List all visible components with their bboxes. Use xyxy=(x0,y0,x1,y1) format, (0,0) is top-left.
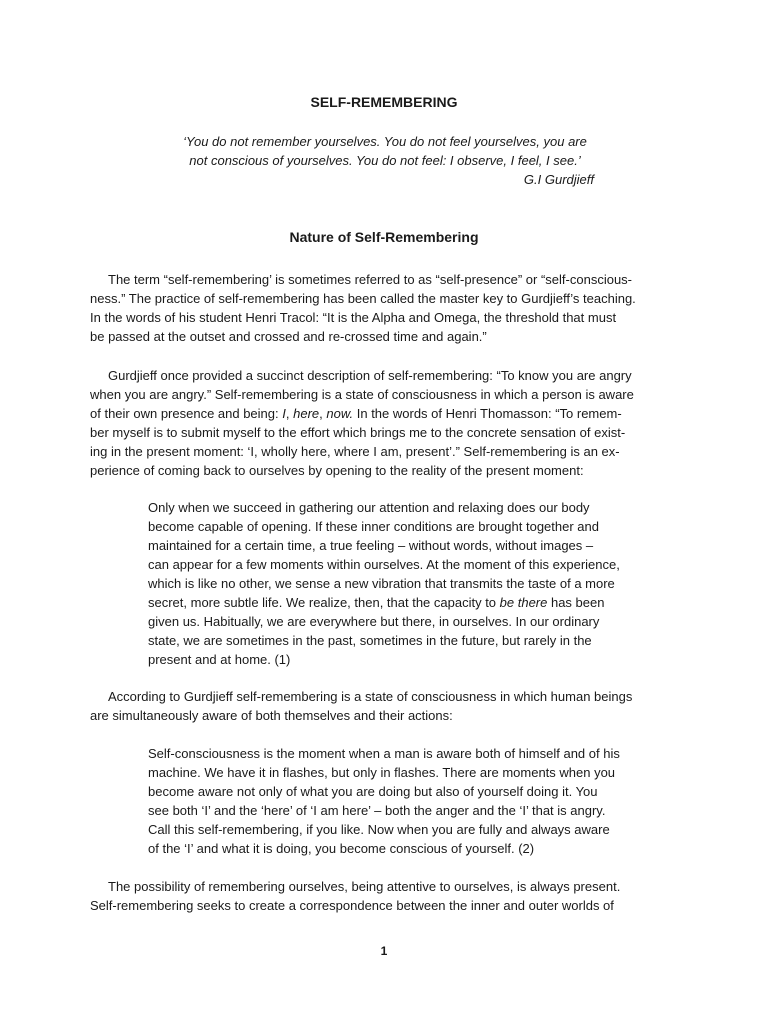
quote-line: Call this self-remembering, if you like. Now when you are fully and always aware xyxy=(148,822,610,837)
paragraph-line: are simultaneously aware of both themselves and their actions: xyxy=(90,708,453,723)
block-quote-1 xyxy=(148,498,648,669)
quote-line: machine. We have it in flashes, but only in flashes. There are moments when you xyxy=(148,765,616,780)
epigraph-line: not conscious of yourselves. You do not feel: I observe, I feel, I see.’ xyxy=(189,153,581,168)
emphasis-text: be there xyxy=(499,595,548,610)
epigraph-author: G.I Gurdjieff xyxy=(523,172,594,187)
paragraph-line: The possibility of remembering ourselves, being attentive to ourselves, is always present. xyxy=(108,879,621,894)
quote-line: maintained for a certain time, a true feeling – without words, without images – xyxy=(148,538,594,553)
text-run: , xyxy=(319,406,327,421)
paragraph-line: ness.” The practice of self-remembering has been called the master key to Gurdjieff’s teaching. xyxy=(90,291,636,306)
quote-line: which is like no other, we sense a new vibration that transmits the taste of a more xyxy=(148,576,615,591)
paragraph-line: when you are angry.” Self-remembering is a state of consciousness in which a person is aware xyxy=(90,387,634,402)
paragraph-line: According to Gurdjieff self-remembering is a state of consciousness in which human beings xyxy=(108,689,633,704)
paragraph-line: ber myself is to submit myself to the effort which brings me to the concrete sensation of exist- xyxy=(90,425,626,440)
quote-line: become capable of opening. If these inner conditions are brought together and xyxy=(148,519,599,534)
text-run: secret, more subtle life. We realize, then, that the capacity to xyxy=(148,595,500,610)
emphasis-text: I xyxy=(282,406,286,421)
quote-line xyxy=(148,593,648,612)
page-number: 1 xyxy=(380,944,388,958)
quote-line: Only when we succeed in gathering our attention and relaxing does our body xyxy=(148,500,590,515)
paragraph-line: ing in the present moment: ‘I, wholly here, where I am, present’.” Self-remembering is an ex- xyxy=(90,444,620,459)
quote-line: of the ‘I’ and what it is doing, you become conscious of yourself. (2) xyxy=(148,841,535,856)
quote-line: become aware not only of what you are doing but also of yourself doing it. You xyxy=(148,784,598,799)
quote-line: given us. Habitually, we are everywhere but there, in ourselves. In our ordinary xyxy=(148,614,600,629)
paragraph-line: perience of coming back to ourselves by opening to the reality of the present moment: xyxy=(90,463,584,478)
text-run: In the words of Henri Thomasson: “To remem- xyxy=(353,406,622,421)
paragraph-1 xyxy=(90,270,676,346)
paragraph-line: The term “self-remembering’ is sometimes referred to as “self-presence” or “self-conscious- xyxy=(108,272,633,287)
paragraph-line: Gurdjieff once provided a succinct description of self-remembering: “To know you are angry xyxy=(108,368,632,383)
text-run: has been xyxy=(547,595,605,610)
paragraph-2 xyxy=(90,366,676,480)
section-heading: Nature of Self-Remembering xyxy=(289,229,479,245)
text-run: of their own presence and being: xyxy=(90,406,283,421)
emphasis-text: now. xyxy=(326,406,354,421)
paragraph-4 xyxy=(90,877,676,915)
quote-line: can appear for a few moments within ourselves. At the moment of this experience, xyxy=(148,557,620,572)
text-run: , xyxy=(285,406,294,421)
paragraph-line: Self-remembering seeks to create a correspondence between the inner and outer worlds of xyxy=(90,898,614,913)
paragraph-line xyxy=(90,404,676,423)
page-title: SELF-REMEMBERING xyxy=(310,94,458,110)
quote-line: see both ‘I’ and the ‘here’ of ‘I am here’ – both the anger and the ‘I’ that is angry. xyxy=(148,803,606,818)
paragraph-3 xyxy=(90,687,676,725)
paragraph-line: be passed at the outset and crossed and re-crossed time and again.” xyxy=(90,329,487,344)
epigraph-line: ‘You do not remember yourselves. You do not feel yourselves, you are xyxy=(183,134,587,149)
quote-line: Self-consciousness is the moment when a man is aware both of himself and of his xyxy=(148,746,620,761)
paragraph-line: In the words of his student Henri Tracol: “It is the Alpha and Omega, the threshold that must xyxy=(90,310,617,325)
quote-line: present and at home. (1) xyxy=(148,652,291,667)
emphasis-text: here xyxy=(293,406,320,421)
quote-line: state, we are sometimes in the past, sometimes in the future, but rarely in the xyxy=(148,633,592,648)
block-quote-2 xyxy=(148,744,648,858)
epigraph-quote xyxy=(170,132,600,170)
